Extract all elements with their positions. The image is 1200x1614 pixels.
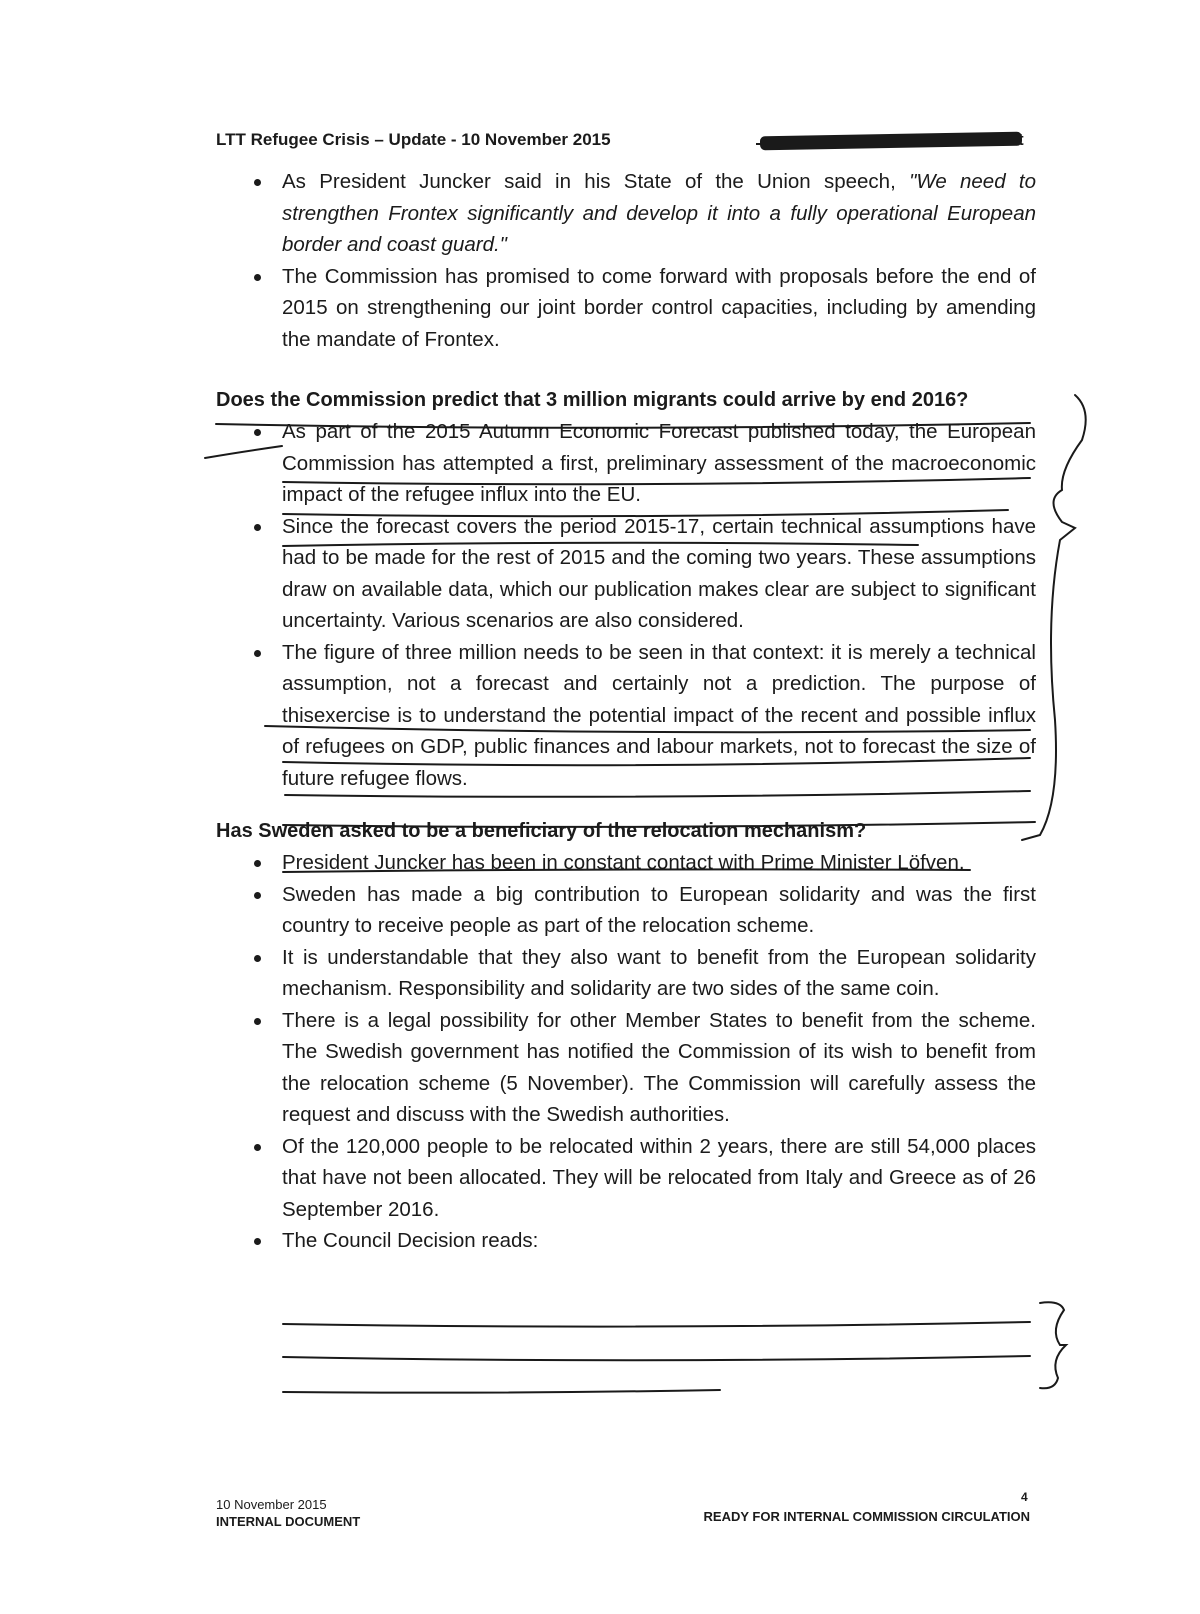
intro-bullets — [216, 166, 1036, 355]
bullet-icon — [254, 1018, 261, 1025]
section-heading-3-million: Does the Commission predict that 3 million migrants could arrive by end 2016? — [216, 389, 969, 411]
bullet-icon — [254, 1238, 261, 1245]
list-item — [216, 416, 1036, 511]
bullet-icon — [254, 1144, 261, 1151]
list-item — [216, 1005, 1036, 1131]
bullet-text: Since the forecast covers the period 2015-17, certain technical assumptions have had to be made for the rest of 2015 and the coming two years. These assumptions draw on available data, which our publication makes clear are subject to significant uncertainty. Various scenarios are also considered. — [282, 514, 1036, 632]
quote-text: "We need to strengthen Frontex significantly and develop it into a fully operational European border and coast guard." — [282, 170, 1036, 256]
bullet-icon — [254, 860, 261, 867]
list-item — [216, 261, 1036, 356]
bullet-icon — [254, 429, 261, 436]
bullet-text: As part of the 2015 Autumn Economic Forecast published today, the European Commission has attempted a first, preliminary assessment of the macroeconomic impact of the refugee influx into the EU. — [282, 420, 1036, 506]
bullet-text: The figure of three million needs to be seen in that context: it is merely a technical assumption, not a forecast and certainly not a prediction. The purpose of thisexercise is to understand the potential impact of the recent and possible influx of refugees on GDP, public finances and labour markets, not to forecast the size of future refugee flows. — [282, 640, 1036, 790]
list-item — [216, 1225, 1036, 1257]
list-item — [216, 942, 1036, 1005]
section-heading-sweden: Has Sweden asked to be a beneficiary of the relocation mechanism? — [216, 820, 867, 842]
redacted-header-tail: t — [1018, 130, 1024, 149]
bracket-right-relocation — [1040, 1302, 1066, 1388]
bullet-text: The Commission has promised to come forward with proposals before the end of 2015 on strengthening our joint border control capacities, including by amending the mandate of Frontex. — [282, 264, 1036, 351]
section-bullets — [216, 416, 1036, 794]
list-item — [216, 511, 1036, 637]
footer-left — [216, 1496, 360, 1530]
underline-relocation — [283, 1322, 1030, 1327]
list-item — [216, 166, 1036, 261]
bullet-icon — [254, 955, 261, 962]
bullet-text: As President Juncker said in his State of the Union speech, — [282, 170, 910, 193]
bullet-text: It is understandable that they also want to benefit from the European solidarity mechanism. Responsibility and solidarity are two sides of the same coin. — [282, 945, 1036, 1000]
footer-circulation: READY FOR INTERNAL COMMISSION CIRCULATION — [703, 1509, 1030, 1524]
underline-relocation — [283, 1390, 720, 1393]
redaction-strike — [756, 143, 786, 145]
bullet-text: Of the 120,000 people to be relocated within 2 years, there are still 54,000 places that have not been allocated. They will be relocated from Italy and Greece as of 26 September 2016. — [282, 1134, 1036, 1221]
bullet-text: President Juncker has been in constant contact with Prime Minister Löfven. — [282, 851, 965, 874]
list-item — [216, 1131, 1036, 1226]
document-body — [216, 166, 1036, 1257]
page-number: 4 — [1021, 1490, 1028, 1504]
list-item — [216, 879, 1036, 942]
bullet-text: The Council Decision reads: — [282, 1229, 539, 1252]
section-bullets — [216, 847, 1036, 1257]
bullet-icon — [254, 650, 261, 657]
bullet-icon — [254, 892, 261, 899]
bullet-icon — [254, 179, 261, 186]
list-item — [216, 637, 1036, 795]
footer-date: 10 November 2015 — [216, 1497, 327, 1512]
bullet-icon — [254, 524, 261, 531]
bullet-text: There is a legal possibility for other Member States to benefit from the scheme. The Swedish government has notified the Commission of its wish to benefit from the relocation scheme (5 November). The Commission will carefully assess the request and discuss with the Swedish authorities. — [282, 1008, 1036, 1126]
redaction-mark — [760, 132, 1022, 151]
footer-classification: INTERNAL DOCUMENT — [216, 1514, 361, 1529]
list-item — [216, 847, 1036, 879]
underline-relocation — [283, 1356, 1030, 1360]
bullet-text: Sweden has made a big contribution to European solidarity and was the first country to receive people as part of the relocation scheme. — [282, 882, 1036, 937]
page-header-title: LTT Refugee Crisis – Update - 10 November 2015 — [216, 130, 611, 149]
bullet-icon — [254, 274, 261, 281]
